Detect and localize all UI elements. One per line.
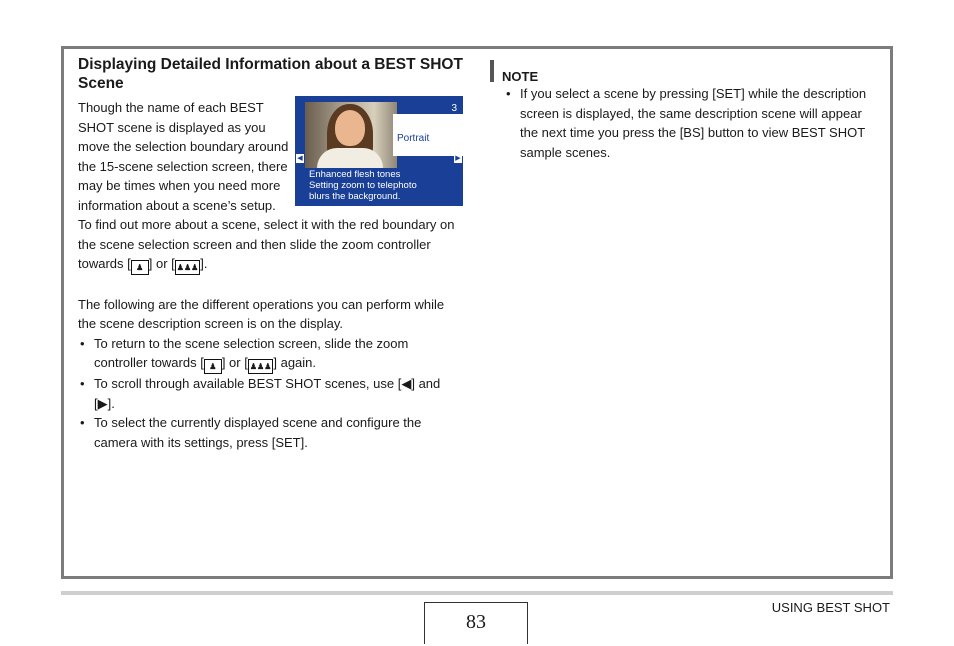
b1-text-3: ] again. [273,355,317,370]
list-item [78,374,463,413]
desc-line-3: blurs the background. [309,191,401,202]
page-number: 83 [424,602,528,644]
shoulders-shape [317,148,383,168]
desc-line-1: Enhanced flesh tones [309,169,401,180]
list-item: • To select the currently displayed scene and configure the camera with its settings, press [SET]. [78,413,463,452]
footer-rule [61,591,893,595]
footer-section-name: USING BEST SHOT [771,600,890,615]
face-shape [335,110,365,146]
right-arrow-icon: ▶ [97,395,108,411]
screen-right-arrow-icon: ▶ [455,155,461,162]
operations-list [78,334,463,453]
desc-line-2: Setting zoom to telephoto [309,180,417,191]
scene-description-text [309,169,417,202]
b2-text-1: To scroll through available BEST SHOT scenes, use [ [94,376,402,391]
b1-text-1: To return to the scene selection screen, slide the zoom controller towards [ [94,335,409,370]
list-item [78,334,463,375]
section-heading: Displaying Detailed Information about a BEST SHOT Scene [78,56,463,92]
b2-text-3: ]. [107,395,115,411]
scene-name: Portrait [397,133,430,144]
operations-intro: The following are the different operations you can perform while the scene description screen is on the display. [78,296,445,331]
tele-zoom-icon: ♟ [131,260,149,275]
camera-screen-figure [295,96,463,208]
note-item: • If you select a scene by pressing [SET] while the description screen is displayed, the same description scene will appear the next time you press the [BS] button to view BEST SHOT sample scenes. [504,84,874,162]
screen-left-arrow-icon: ◀ [297,155,303,162]
wide-zoom-icon: ♟♟♟ [175,260,201,275]
note-label: NOTE [502,69,539,84]
note-marker-bar [490,60,494,82]
scene-description-screen [295,96,463,206]
scene-name-panel [393,114,463,156]
b2-text-2: ] and [ [94,376,441,411]
wide-zoom-icon: ♟♟♟ [248,359,274,374]
intro-paragraph [78,98,463,275]
intro-text-3: ]. [200,256,208,271]
note-list [504,84,874,162]
intro-text-1: Though the name of each BEST SHOT scene is displayed as you move the selection boundary around the 15-scene selection screen, there may be times when you need more information about a scene’s setup. To find out more about a scene, select it with the red boundary on the scene selection screen and then slide the zoom controller towards [ [78,100,455,271]
intro-text-2: ] or [ [148,256,175,271]
portrait-photo [305,102,397,168]
left-column [78,55,463,452]
tele-zoom-icon: ♟ [204,359,222,374]
scene-number: 3 [451,103,457,114]
b1-text-2: ] or [ [221,355,248,370]
left-arrow-icon: ◀ [401,376,412,391]
